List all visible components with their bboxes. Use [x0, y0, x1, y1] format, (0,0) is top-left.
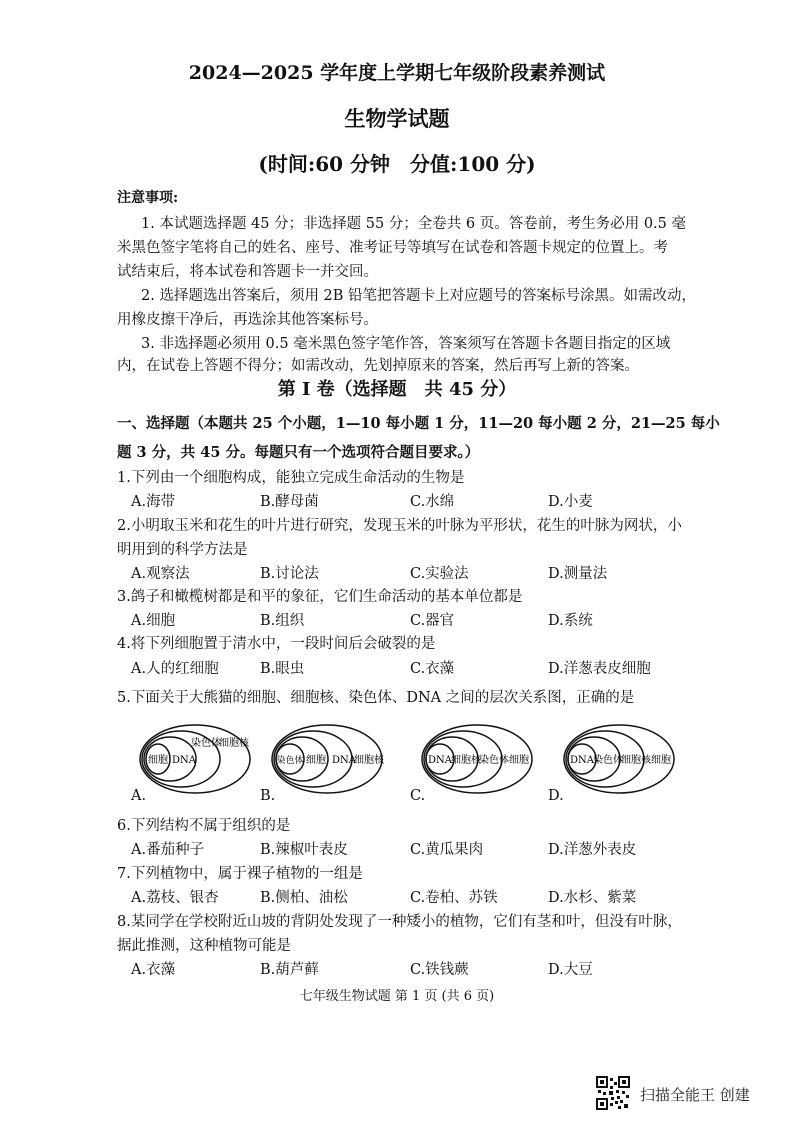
option: B.酵母菌	[260, 494, 319, 510]
option: C.水绵	[410, 494, 455, 510]
option: C.卷柏、苏铁	[410, 890, 498, 906]
option: C.衣藻	[410, 661, 455, 677]
option: A.番茄种子	[131, 842, 205, 858]
diagram-label: 细胞	[651, 755, 671, 766]
question-stem: 6.下列结构不属于组织的是	[117, 818, 291, 834]
option: B.葫芦藓	[260, 962, 319, 978]
diagram-label: 染色体	[593, 755, 623, 766]
notes-line: 用橡皮擦干净后，再选涂其他答案标号。	[117, 312, 378, 328]
question-stem: 7.下列植物中，属于裸子植物的一组是	[117, 866, 363, 882]
diagram-b	[270, 723, 390, 798]
diagram-d	[562, 723, 682, 798]
diagram-label: 细胞	[509, 755, 529, 766]
option: D.测量法	[548, 566, 608, 582]
option: D.洋葱表皮细胞	[548, 661, 651, 677]
section-intro: 一、选择题（本题共 25 个小题，1—10 每小题 1 分，11—20 每小题 2 分，21—25 每小	[117, 415, 720, 432]
option: B.眼虫	[260, 661, 305, 677]
option: A.荔枝、银杏	[131, 890, 219, 906]
diagram-label: 细胞核	[621, 755, 651, 766]
option: C.黄瓜果肉	[410, 842, 484, 858]
watermark-text: 扫描全能王 创建	[640, 1086, 750, 1104]
notes-heading: 注意事项:	[117, 190, 179, 206]
option: D.大豆	[548, 962, 593, 978]
diagram-label: 染色体	[479, 755, 509, 766]
notes-line: 内，在试卷上答题不得分；如需改动，先划掉原来的答案，然后再写上新的答案。	[117, 358, 639, 374]
time-score: (时间:60 分钟 分值:100 分)	[258, 152, 536, 176]
diagram-label: DNA	[332, 755, 356, 766]
option: C.实验法	[410, 566, 469, 582]
diagram-a	[138, 723, 258, 798]
option: A.衣藻	[131, 962, 176, 978]
diagram-label: DNA	[428, 755, 452, 766]
diagram-label: 细胞核	[219, 738, 249, 749]
option: A.海带	[131, 494, 176, 510]
diagram-label: 细胞核	[451, 755, 481, 766]
option: D.小麦	[548, 494, 593, 510]
option: D.系统	[548, 613, 593, 629]
option: A.	[131, 788, 147, 804]
subject-title: 生物学试题	[344, 106, 450, 131]
diagram-label: 染色体	[276, 756, 304, 766]
option: A.细胞	[131, 613, 176, 629]
exam-title: 2024—2025 学年度上学期七年级阶段素养测试	[188, 62, 606, 84]
option: B.辣椒叶表皮	[260, 842, 348, 858]
section-title: 第 I 卷（选择题 共 45 分）	[277, 379, 517, 400]
question-stem: 明用到的科学方法是	[117, 542, 248, 558]
question-stem: 3.鸽子和橄榄树都是和平的象征，它们生命活动的基本单位都是	[117, 589, 523, 605]
option: A.观察法	[131, 566, 190, 582]
question-stem: 5.下面关于大熊猫的细胞、细胞核、染色体、DNA 之间的层次关系图，正确的是	[117, 690, 635, 706]
question-stem: 据此推测，这种植物可能是	[117, 938, 291, 954]
qr-code-icon	[596, 1076, 630, 1110]
diagram-label: DNA	[172, 755, 196, 766]
notes-line: 2. 选择题选出答案后，须用 2B 铅笔把答题卡上对应题号的答案标号涂黑。如需改动，	[141, 288, 697, 304]
diagram-label: 染色体	[191, 738, 221, 749]
option: A.人的红细胞	[131, 661, 219, 677]
option: D.洋葱外表皮	[548, 842, 637, 858]
option: B.	[260, 788, 276, 804]
option: C.铁钱蕨	[410, 962, 469, 978]
option: D.	[548, 788, 564, 804]
option: B.讨论法	[260, 566, 319, 582]
diagram-label: 细胞	[306, 755, 326, 766]
question-stem: 1.下列由一个细胞构成，能独立完成生命活动的生物是	[117, 470, 465, 486]
question-stem: 4.将下列细胞置于清水中，一段时间后会破裂的是	[117, 636, 436, 652]
section-intro: 题 3 分，共 45 分。每题只有一个选项符合题目要求。）	[117, 444, 480, 461]
notes-line: 试结束后，将本试卷和答题卡一并交回。	[117, 264, 378, 280]
diagram-c	[420, 723, 540, 798]
notes-line: 3. 非选择题必须用 0.5 毫米黑色签字笔作答，答案须写在答题卡各题目指定的区域	[141, 336, 671, 352]
diagram-label: 细胞	[148, 755, 168, 766]
option: B.侧柏、油松	[260, 890, 348, 906]
option: C.器官	[410, 613, 455, 629]
notes-line: 米黑色签字笔将自己的姓名、座号、准考证号等填写在试卷和答题卡规定的位置上。考	[117, 240, 668, 256]
page-footer: 七年级生物试题 第 1 页 (共 6 页)	[299, 989, 495, 1004]
diagram-label: DNA	[570, 755, 594, 766]
option: B.组织	[260, 613, 305, 629]
question-stem: 8.某同学在学校附近山坡的背阴处发现了一种矮小的植物，它们有茎和叶，但没有叶脉，	[117, 914, 682, 930]
option: C.	[410, 788, 426, 804]
option: D.水杉、紫菜	[548, 890, 637, 906]
notes-line: 1. 本试题选择题 45 分；非选择题 55 分；全卷共 6 页。答卷前，考生务必用 0.5 毫	[141, 216, 687, 232]
question-stem: 2.小明取玉米和花生的叶片进行研究，发现玉米的叶脉为平形状，花生的叶脉为网状，小	[117, 518, 682, 534]
diagram-label: 细胞核	[354, 755, 384, 766]
